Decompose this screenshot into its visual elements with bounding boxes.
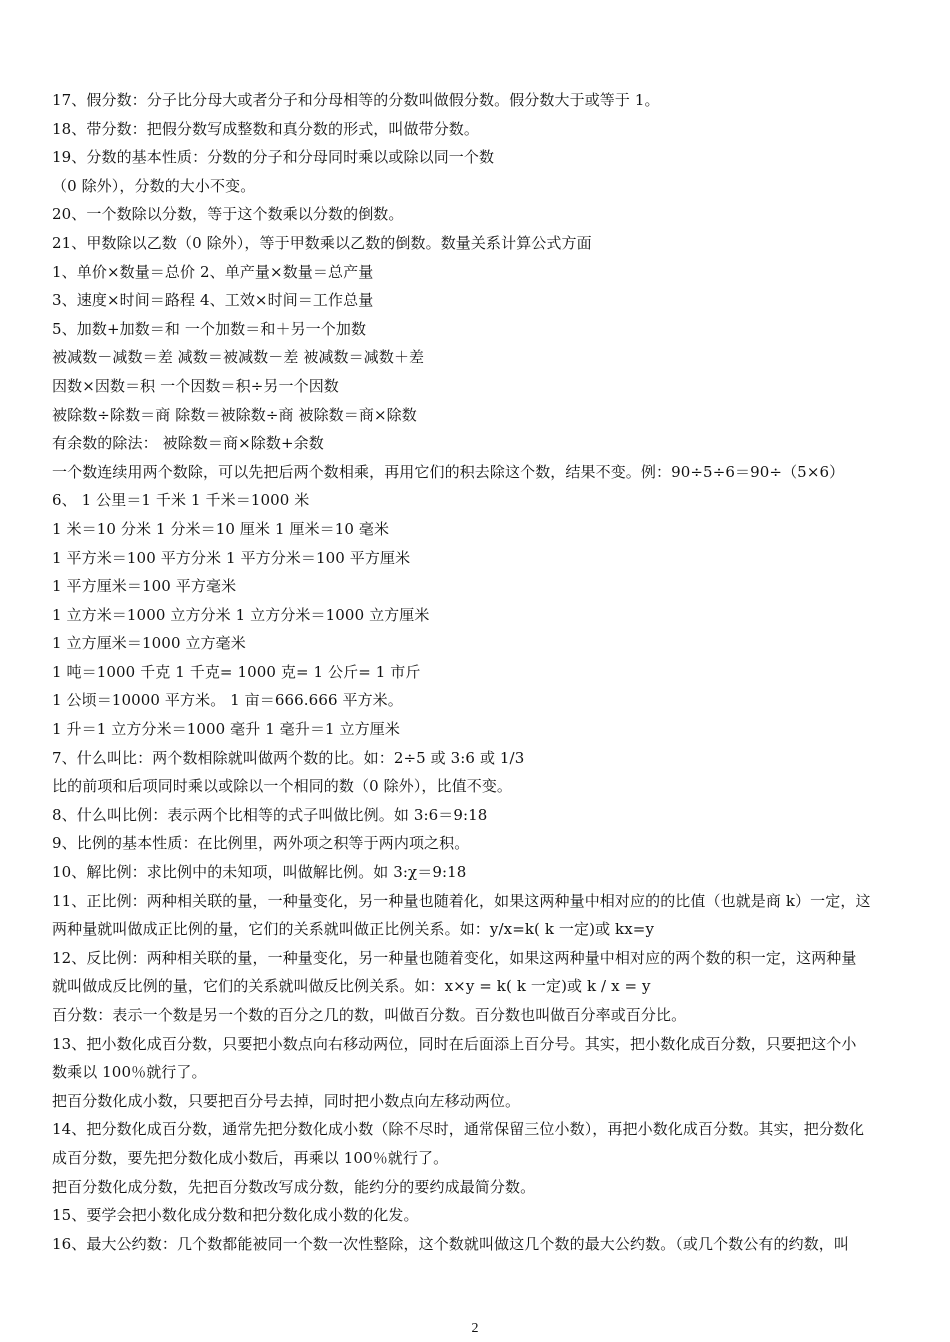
text-line: 1 吨＝1000 千克 1 千克= 1000 克= 1 公斤= 1 市斤 xyxy=(52,662,421,681)
text-line: 把百分数化成分数，先把百分数改写成分数，能约分的要约成最简分数。 xyxy=(52,1177,536,1196)
text-line: 9、比例的基本性质：在比例里，两外项之积等于两内项之积。 xyxy=(52,834,470,853)
text-line: 14、把分数化成百分数，通常先把分数化成小数（除不尽时，通常保留三位小数），再把小数化成百分数。其实，把分数化 xyxy=(52,1120,865,1139)
text-line: 被减数－减数＝差 减数＝被减数－差 被减数＝减数＋差 xyxy=(52,348,425,367)
text-line: 15、要学会把小数化成分数和把分数化成小数的化发。 xyxy=(52,1206,419,1225)
text-line: 数乘以 100％就行了。 xyxy=(52,1063,207,1082)
text-line: 16、最大公约数：几个数都能被同一个数一次性整除，这个数就叫做这几个数的最大公约数。（或几个数公有的约数，叫 xyxy=(52,1234,849,1253)
document-body xyxy=(52,86,902,1258)
text-line: 1 立方厘米＝1000 立方毫米 xyxy=(52,634,246,653)
text-line: 因数×因数＝积 一个因数＝积÷另一个因数 xyxy=(52,376,339,395)
text-line: （0 除外），分数的大小不变。 xyxy=(52,176,256,195)
text-line: 6、 1 公里＝1 千米 1 千米＝1000 米 xyxy=(52,491,310,510)
text-line: 百分数：表示一个数是另一个数的百分之几的数，叫做百分数。百分数也叫做百分率或百分比。 xyxy=(52,1006,687,1024)
text-line: 被除数÷除数＝商 除数＝被除数÷商 被除数＝商×除数 xyxy=(52,405,417,424)
page-number: 2 xyxy=(471,1321,479,1336)
text-line: 18、带分数：把假分数写成整数和真分数的形式，叫做带分数。 xyxy=(52,119,479,138)
text-line: 8、什么叫比例：表示两个比相等的式子叫做比例。如 3:6＝9:18 xyxy=(52,805,488,824)
text-line: 13、把小数化成百分数，只要把小数点向右移动两位，同时在后面添上百分号。其实，把小数化成百分数，只要把这个小 xyxy=(52,1034,857,1053)
text-line: 比的前项和后项同时乘以或除以一个相同的数（0 除外），比值不变。 xyxy=(52,777,513,796)
text-line: 成百分数，要先把分数化成小数后，再乘以 100％就行了。 xyxy=(52,1148,449,1167)
text-line: 11、正比例：两种相关联的量，一种量变化，另一种量也随着化，如果这两种量中相对应的的比值（也就是商 k）一定，这 xyxy=(52,891,871,910)
text-line: 1 立方米＝1000 立方分米 1 立方分米＝1000 立方厘米 xyxy=(52,605,430,624)
text-line: 19、分数的基本性质：分数的分子和分母同时乘以或除以同一个数 xyxy=(52,148,495,167)
text-line: 有余数的除法： 被除数＝商×除数+余数 xyxy=(52,434,324,453)
text-line: 1 米＝10 分米 1 分米＝10 厘米 1 厘米＝10 毫米 xyxy=(52,519,390,538)
text-line: 一个数连续用两个数除，可以先把后两个数相乘，再用它们的积去除这个数，结果不变。例：90÷5÷6＝90÷（5×6） xyxy=(52,462,845,481)
text-line: 21、甲数除以乙数（0 除外），等于甲数乘以乙数的倒数。数量关系计算公式方面 xyxy=(52,233,592,252)
text-line: 1 升＝1 立方分米＝1000 毫升 1 毫升＝1 立方厘米 xyxy=(52,720,400,739)
text-line: 7、什么叫比：两个数相除就叫做两个数的比。如：2÷5 或 3:6 或 1/3 xyxy=(52,748,525,767)
text-line: 1 公顷＝10000 平方米。 1 亩＝666.666 平方米。 xyxy=(52,691,403,710)
text-line: 1 平方厘米＝100 平方毫米 xyxy=(52,577,237,596)
text-line: 1 平方米＝100 平方分米 1 平方分米＝100 平方厘米 xyxy=(52,548,411,567)
text-line: 两种量就叫做成正比例的量，它们的关系就叫做正比例关系。如：y/x=k( k 一定)或 kx=y xyxy=(52,920,655,939)
text-line: 就叫做成反比例的量，它们的关系就叫做反比例关系。如：x×y = k( k 一定)或 k / x = y xyxy=(52,977,651,996)
text-line: 17、假分数：分子比分母大或者分子和分母相等的分数叫做假分数。假分数大于或等于 1。 xyxy=(52,91,660,109)
text-line: 5、加数+加数＝和 一个加数＝和＋另一个加数 xyxy=(52,319,367,338)
text-line: 3、速度×时间＝路程 4、工效×时间＝工作总量 xyxy=(52,291,374,310)
text-line: 把百分数化成小数，只要把百分号去掉，同时把小数点向左移动两位。 xyxy=(52,1091,521,1110)
text-line: 12、反比例：两种相关联的量，一种量变化，另一种量也随着变化，如果这两种量中相对应的两个数的积一定，这两种量 xyxy=(52,948,857,967)
text-line: 10、解比例：求比例中的未知项，叫做解比例。如 3:χ＝9:18 xyxy=(52,863,467,882)
text-line: 20、一个数除以分数，等于这个数乘以分数的倒数。 xyxy=(52,205,404,224)
text-line: 1、单价×数量＝总价 2、单产量×数量＝总产量 xyxy=(52,262,374,281)
